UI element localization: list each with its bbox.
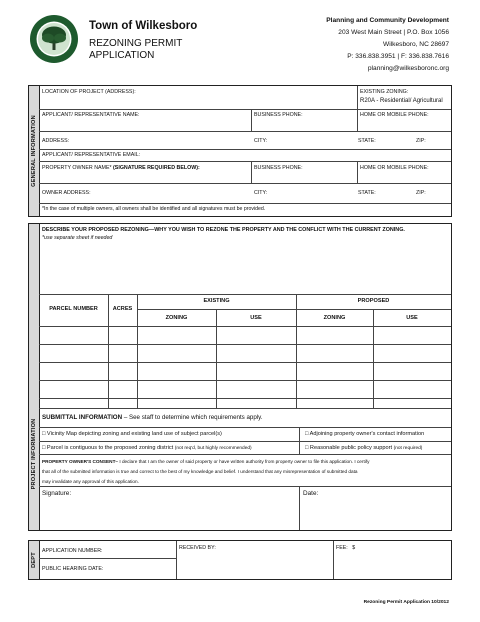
owner-consent-statement: PROPERTY OWNER'S CONSENT– I declare that I am the owner of said property or have written authority from property owner to file this application. I certify that all of the submitted information is true and correct to the best of my knowledge and belief. I understand that any misrepresentation of submitted data may invalidate any approval of this application. [42,459,370,484]
proposed-header: PROPOSED [357,298,390,304]
general-information-section [28,85,452,217]
fee-field[interactable]: FEE: $ [336,545,356,551]
applicant-city-field[interactable]: CITY: [254,138,268,144]
existing-header: EXISTING [203,298,230,304]
owner-home-phone-field[interactable]: HOME OR MOBILE PHONE: [360,165,429,171]
submittal-information: SUBMITTAL INFORMATION – See staff to determine which requirements apply. [42,414,263,421]
dept-side-label: DEPT [29,541,40,579]
contiguous-parcel-checkbox[interactable]: □ Parcel is contiguous to the proposed zoning district (not req'd, but highly recommended) [42,445,252,451]
department-name: Planning and Community Development [326,17,449,24]
signature-field[interactable]: Signature: [42,490,72,497]
existing-zoning-value[interactable]: R20A - Residential/ Agricultural [360,98,443,104]
applicant-state-field[interactable]: STATE: [358,138,376,144]
address-line2: Wilkesboro, NC 28697 [383,41,449,48]
project-information-side-label: PROJECT INFORMATION [29,224,40,530]
applicant-name-field[interactable]: APPLICANT/ REPRESENTATIVE NAME: [42,112,140,118]
location-field[interactable]: LOCATION OF PROJECT (ADDRESS): [42,89,136,95]
town-seal-logo [29,14,79,64]
existing-zoning-label: EXISTING ZONING: [360,89,409,95]
department-use-section [28,540,452,580]
form-title-line1: REZONING PERMIT [89,38,183,49]
town-name: Town of Wilkesboro [89,20,198,32]
parcel-table [39,294,451,408]
date-field[interactable]: Date: [303,490,319,497]
owner-business-phone-field[interactable]: BUSINESS PHONE: [254,165,303,171]
multiple-owners-note: *In the case of multiple owners, all owners shall be identified and all signatures must be provided. [42,206,266,212]
acres-header: ACRES [112,306,133,312]
department-contact [326,15,449,75]
vicinity-map-checkbox[interactable]: □ Vicinity Map depicting zoning and existing land use of subject parcel(s) [42,431,222,437]
address-line1: 203 West Main Street | P.O. Box 1056 [338,29,449,36]
applicant-address-field[interactable]: ADDRESS: [42,138,70,144]
project-information-section [28,223,452,531]
applicant-zip-field[interactable]: ZIP: [416,138,426,144]
owner-address-field[interactable]: OWNER ADDRESS: [42,190,91,196]
parcel-number-header: PARCEL NUMBER [49,306,98,312]
owner-state-field[interactable]: STATE: [358,190,376,196]
owner-city-field[interactable]: CITY: [254,190,268,196]
public-policy-checkbox[interactable]: □ Reasonable public policy support (not required) [305,445,423,451]
existing-use-header: USE [250,315,262,321]
separate-sheet-note: *use separate sheet if needed [42,235,113,241]
phone-fax: P: 336.838.3951 | F: 336.838.7616 [347,53,449,60]
existing-zoning-header: ZONING [165,315,188,321]
applicant-email-field[interactable]: APPLICANT/ REPRESENTATIVE EMAIL: [42,152,141,158]
general-information-side-label: GENERAL INFORMATION [29,86,40,216]
owner-name-field[interactable]: PROPERTY OWNER NAME* (SIGNATURE REQUIRED BELOW): [42,165,200,171]
form-title [89,38,209,62]
proposed-use-header: USE [406,315,418,321]
department-email: planning@wilkesboronc.org [367,65,449,72]
public-hearing-date-field[interactable]: PUBLIC HEARING DATE: [42,566,104,572]
form-identifier: Rezoning Permit Application 10/2012 [363,600,449,605]
proposed-zoning-header: ZONING [323,315,346,321]
application-number-field[interactable]: APPLICATION NUMBER: [42,548,103,554]
received-by-field[interactable]: RECEIVED BY: [179,545,216,551]
owner-zip-field[interactable]: ZIP: [416,190,426,196]
form-title-line2: APPLICATION [89,50,155,61]
adjoining-owners-checkbox[interactable]: □ Adjoining property owner's contact information [305,431,425,437]
applicant-business-phone-field[interactable]: BUSINESS PHONE: [254,112,303,118]
applicant-home-phone-field[interactable]: HOME OR MOBILE PHONE: [360,112,429,118]
describe-rezoning-prompt: DESCRIBE YOUR PROPOSED REZONING—WHY YOU WISH TO REZONE THE PROPERTY AND THE CONFLICT WITH THE CURRENT ZONING. [42,227,405,233]
